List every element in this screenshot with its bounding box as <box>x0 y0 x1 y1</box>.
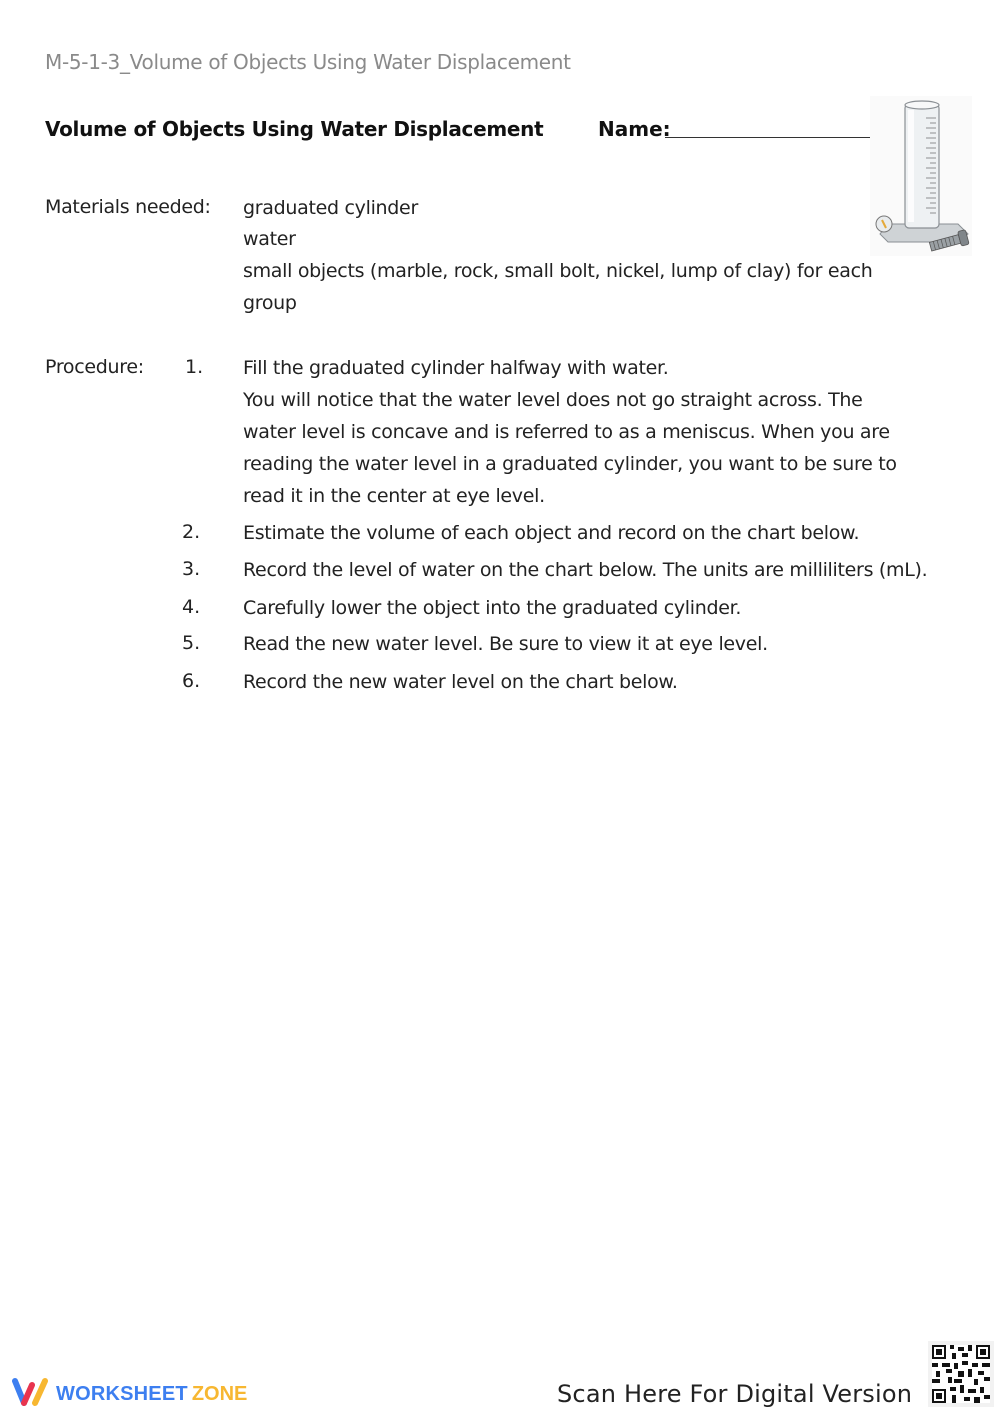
material-item: group <box>243 292 297 314</box>
step-text: Record the level of water on the chart below. The units are milliliters (mL). <box>243 559 928 581</box>
brand-name-zone: ZONE <box>191 1382 248 1405</box>
name-field-line[interactable] <box>665 137 880 138</box>
scan-prompt: Scan Here For Digital Version <box>557 1380 913 1408</box>
material-item: graduated cylinder <box>243 197 418 219</box>
qr-code-icon[interactable] <box>928 1341 994 1407</box>
step-text: Read the new water level. Be sure to view it at eye level. <box>243 633 768 655</box>
step-text: Carefully lower the object into the graduated cylinder. <box>243 597 742 619</box>
document-id: M-5-1-3_Volume of Objects Using Water Displacement <box>45 50 571 74</box>
name-label: Name: <box>598 117 671 141</box>
material-item: water <box>243 228 296 250</box>
step-number: 1. <box>185 356 204 378</box>
step-text: water level is concave and is referred to as a meniscus. When you are <box>243 421 890 443</box>
step-number: 4. <box>182 596 201 618</box>
material-item: small objects (marble, rock, small bolt, nickel, lump of clay) for each <box>243 260 873 282</box>
step-text: Fill the graduated cylinder halfway with water. <box>243 357 669 379</box>
worksheet-title: Volume of Objects Using Water Displacement <box>45 117 544 141</box>
step-number: 2. <box>182 521 201 543</box>
step-text: Estimate the volume of each object and record on the chart below. <box>243 522 860 544</box>
step-text: You will notice that the water level does not go straight across. The <box>243 389 863 411</box>
worksheetzone-w-icon <box>10 1376 50 1412</box>
step-number: 3. <box>182 558 201 580</box>
procedure-label: Procedure: <box>45 356 144 378</box>
worksheetzone-logo[interactable] <box>10 1376 247 1412</box>
step-number: 6. <box>182 670 201 692</box>
brand-name-worksheet: WORKSHEET <box>56 1382 188 1405</box>
step-text: Record the new water level on the chart below. <box>243 671 678 693</box>
step-text: read it in the center at eye level. <box>243 485 545 507</box>
materials-label: Materials needed: <box>45 196 211 218</box>
step-number: 5. <box>182 632 201 654</box>
step-text: reading the water level in a graduated cylinder, you want to be sure to <box>243 453 897 475</box>
